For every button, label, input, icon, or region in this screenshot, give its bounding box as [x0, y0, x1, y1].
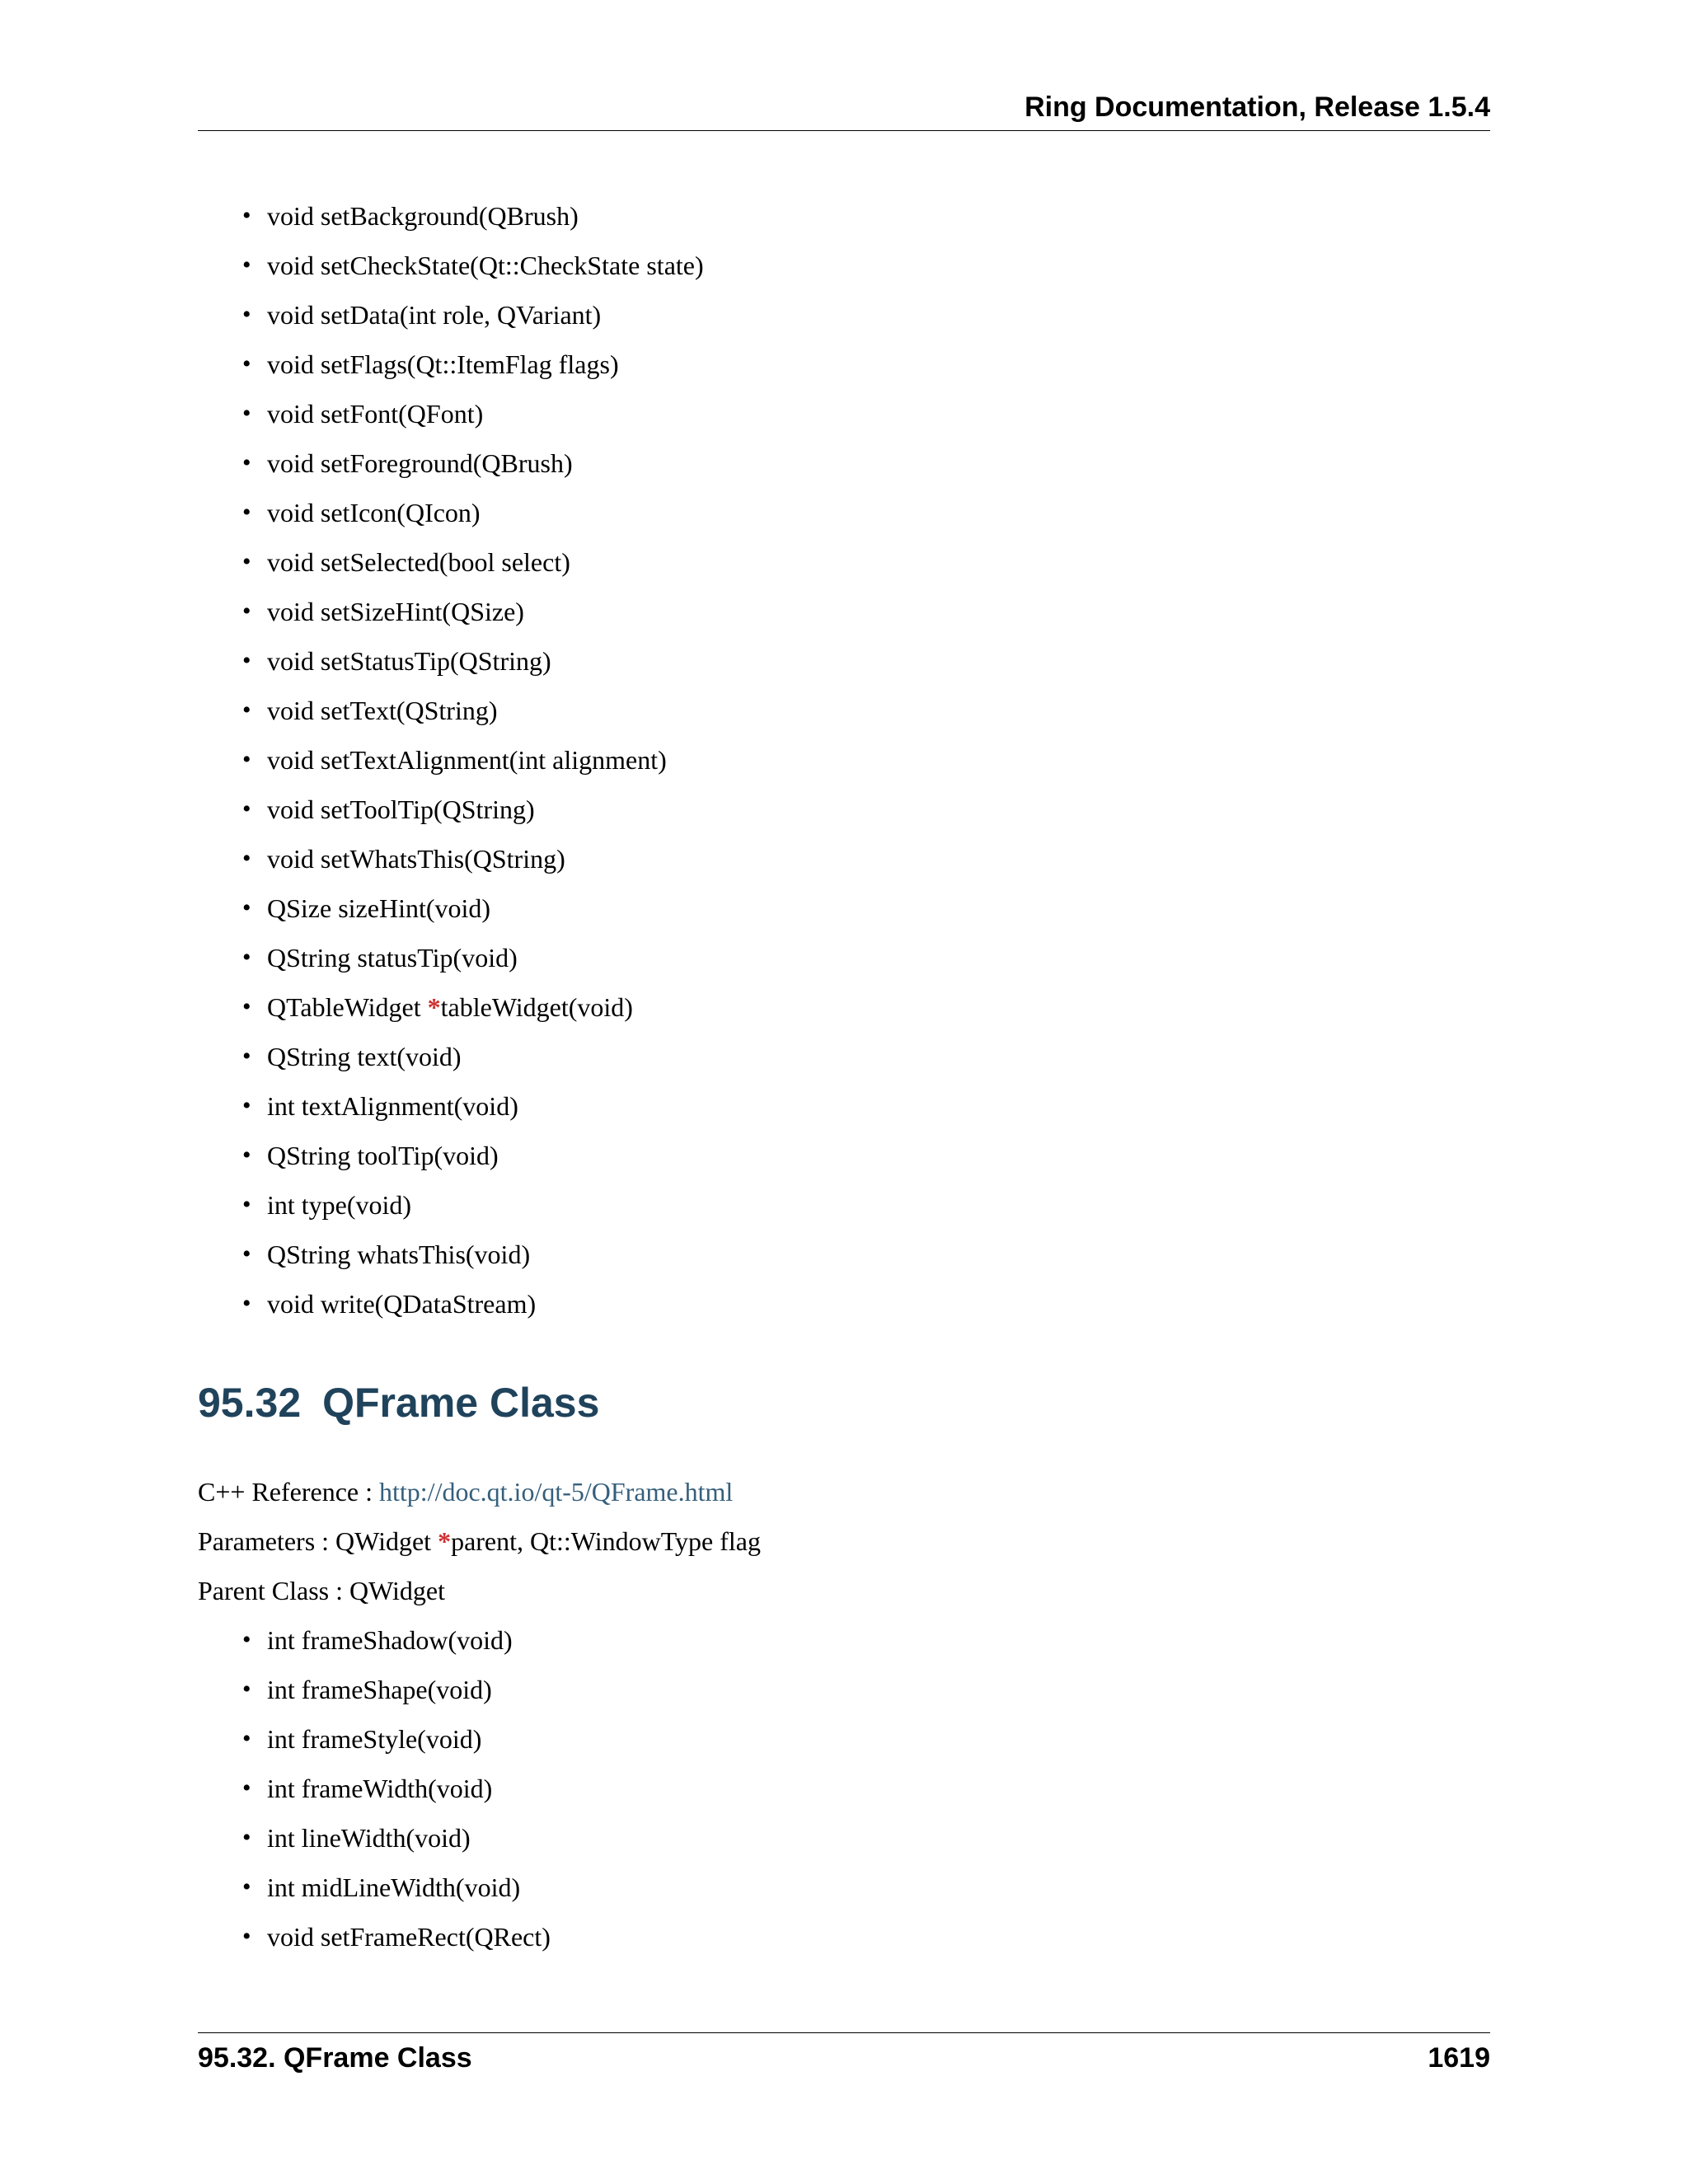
list-item: • void setBackground(QBrush) — [198, 191, 1490, 241]
parent-class-line: Parent Class : QWidget — [198, 1576, 445, 1605]
list-item: • int frameWidth(void) — [198, 1764, 1490, 1813]
document-page — [198, 0, 1490, 2184]
list-item: • QString toolTip(void) — [198, 1131, 1490, 1180]
list-item: • QString whatsThis(void) — [198, 1230, 1490, 1279]
item-prefix: QTableWidget — [267, 992, 428, 1022]
list-item: • void write(QDataStream) — [198, 1279, 1490, 1329]
list-item: • int frameStyle(void) — [198, 1714, 1490, 1764]
list-item: • void setIcon(QIcon) — [198, 488, 1490, 537]
list-item: • void setTextAlignment(int alignment) — [198, 735, 1490, 785]
parameters-line — [198, 1516, 761, 1566]
list-item: • void setStatusTip(QString) — [198, 636, 1490, 686]
footer-divider — [198, 2032, 1490, 2033]
list-item: • void setFrameRect(QRect) — [198, 1912, 1490, 1961]
list-item: • int type(void) — [198, 1180, 1490, 1230]
list-item: • void setToolTip(QString) — [198, 785, 1490, 834]
cpp-reference-line — [198, 1467, 733, 1516]
list-item: • int midLineWidth(void) — [198, 1863, 1490, 1912]
list-item: • int textAlignment(void) — [198, 1081, 1490, 1131]
parameters-prefix: Parameters : QWidget — [198, 1526, 438, 1556]
list-item: • void setData(int role, QVariant) — [198, 290, 1490, 340]
page-number: 1619 — [1428, 2042, 1490, 2074]
list-item: • void setSizeHint(QSize) — [198, 587, 1490, 636]
header-divider — [198, 130, 1490, 131]
list-item: • int frameShape(void) — [198, 1665, 1490, 1714]
list-item: • QString text(void) — [198, 1032, 1490, 1081]
list-item: • QString statusTip(void) — [198, 933, 1490, 982]
list-item: • void setFlags(Qt::ItemFlag flags) — [198, 340, 1490, 389]
parameters-suffix: parent, Qt::WindowType flag — [451, 1526, 761, 1556]
method-list-previous-class — [198, 191, 1490, 1329]
footer-section: 95.32. QFrame Class — [198, 2042, 472, 2074]
list-item: • int frameShadow(void) — [198, 1615, 1490, 1665]
list-item: • void setSelected(bool select) — [198, 537, 1490, 587]
list-item: • void setFont(QFont) — [198, 389, 1490, 438]
list-item: • void setWhatsThis(QString) — [198, 834, 1490, 883]
list-item: • void setCheckState(Qt::CheckState state) — [198, 241, 1490, 290]
reference-label: C++ Reference : — [198, 1477, 379, 1507]
method-list-qframe — [198, 1615, 1490, 1961]
section-heading — [198, 1378, 599, 1427]
list-item: • int lineWidth(void) — [198, 1813, 1490, 1863]
pointer-asterisk: * — [427, 992, 441, 1022]
section-number: 95.32 — [198, 1380, 302, 1426]
running-header: Ring Documentation, Release 1.5.4 — [1025, 91, 1490, 123]
pointer-asterisk: * — [438, 1526, 452, 1556]
list-item — [198, 982, 1490, 1032]
section-title: QFrame Class — [322, 1380, 600, 1426]
list-item: • void setText(QString) — [198, 686, 1490, 735]
reference-link[interactable]: http://doc.qt.io/qt-5/QFrame.html — [379, 1477, 734, 1507]
item-suffix: tableWidget(void) — [440, 992, 633, 1022]
list-item: • void setForeground(QBrush) — [198, 438, 1490, 488]
list-item: • QSize sizeHint(void) — [198, 883, 1490, 933]
